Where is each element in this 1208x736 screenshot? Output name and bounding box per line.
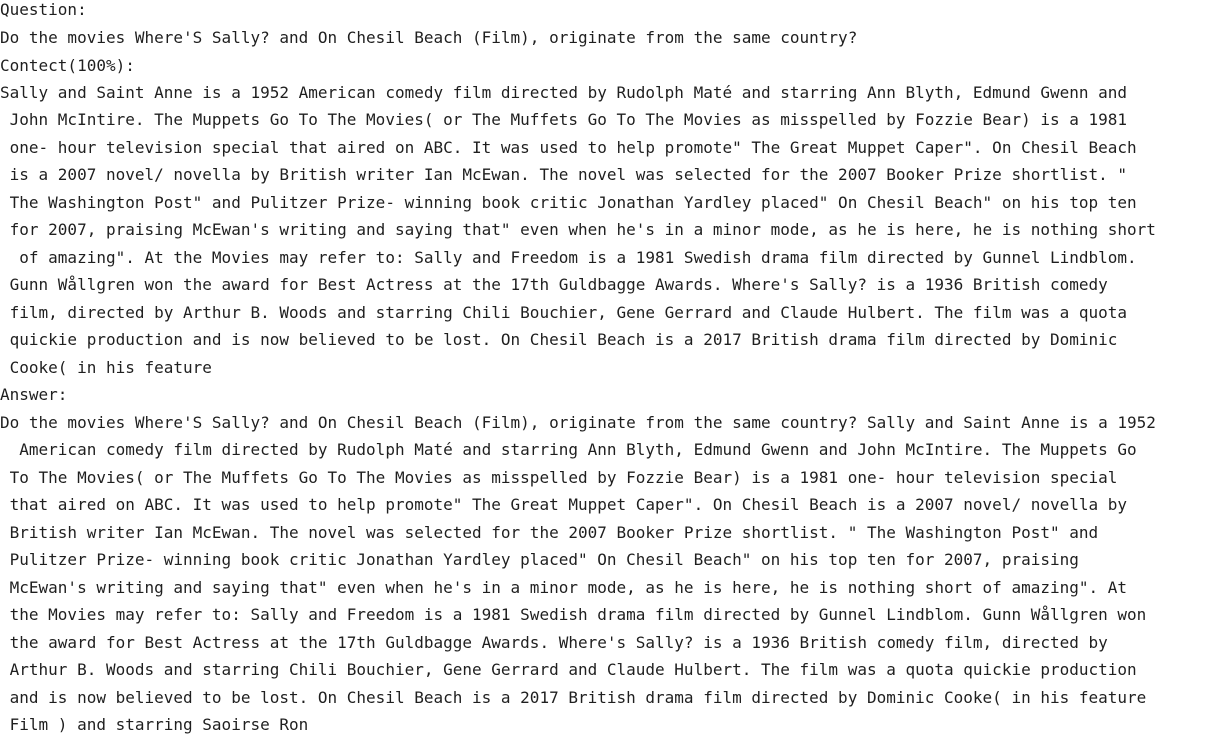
answer-line: Film ) and starring Saoirse Ron	[0, 715, 309, 734]
answer-line: McEwan's writing and saying that" even when he's in a minor mode, as he is here, he is nothing short of amazing". At	[0, 578, 1128, 597]
context-line: John McIntire. The Muppets Go To The Movies( or The Muffets Go To The Movies as misspelled by Fozzie Bear) is a 1981	[0, 110, 1128, 129]
question-label: Question:	[0, 0, 87, 19]
answer-line: the Movies may refer to: Sally and Freedom is a 1981 Swedish drama film directed by Gunnel Lindblom. Gunn Wållgren won	[0, 605, 1147, 624]
context-line: Sally and Saint Anne is a 1952 American comedy film directed by Rudolph Maté and starring Ann Blyth, Edmund Gwenn and	[0, 83, 1128, 102]
context-line: Cooke( in his feature	[0, 358, 212, 377]
context-line: one- hour television special that aired on ABC. It was used to help promote" The Great Muppet Caper". On Chesil Beach	[0, 138, 1137, 157]
context-line: of amazing". At the Movies may refer to: Sally and Freedom is a 1981 Swedish drama film directed by Gunnel Lindblom.	[0, 248, 1137, 267]
context-line: quickie production and is now believed to be lost. On Chesil Beach is a 2017 British drama film directed by Dominic	[0, 330, 1118, 349]
context-line: Gunn Wållgren won the award for Best Actress at the 17th Guldbagge Awards. Where's Sally? is a 1936 British comedy	[0, 275, 1108, 294]
answer-line: Do the movies Where'S Sally? and On Chesil Beach (Film), originate from the same country? Sally and Saint Anne is a 1952	[0, 413, 1156, 432]
context-line: for 2007, praising McEwan's writing and saying that" even when he's in a minor mode, as he is here, he is nothing short	[0, 220, 1156, 239]
answer-line: To The Movies( or The Muffets Go To The Movies as misspelled by Fozzie Bear) is a 1981 one- hour television special	[0, 468, 1118, 487]
context-line: film, directed by Arthur B. Woods and starring Chili Bouchier, Gene Gerrard and Claude Hulbert. The film was a quota	[0, 303, 1128, 322]
answer-line: and is now believed to be lost. On Chesil Beach is a 2017 British drama film directed by Dominic Cooke( in his feature	[0, 688, 1147, 707]
answer-label: Answer:	[0, 385, 68, 404]
answer-line: American comedy film directed by Rudolph Maté and starring Ann Blyth, Edmund Gwenn and John McIntire. The Muppets Go	[0, 440, 1137, 459]
context-line: The Washington Post" and Pulitzer Prize- winning book critic Jonathan Yardley placed" On Chesil Beach" on his top ten	[0, 193, 1137, 212]
question-text: Do the movies Where'S Sally? and On Chesil Beach (Film), originate from the same country?	[0, 28, 858, 47]
answer-line: the award for Best Actress at the 17th Guldbagge Awards. Where's Sally? is a 1936 British comedy film, directed by	[0, 633, 1108, 652]
answer-line: British writer Ian McEwan. The novel was selected for the 2007 Booker Prize shortlist. " The Washington Post" and	[0, 523, 1099, 542]
answer-line: that aired on ABC. It was used to help promote" The Great Muppet Caper". On Chesil Beach is a 2007 novel/ novella by	[0, 495, 1128, 514]
context-line: is a 2007 novel/ novella by British writer Ian McEwan. The novel was selected for the 2007 Booker Prize shortlist. "	[0, 165, 1128, 184]
answer-line: Arthur B. Woods and starring Chili Bouchier, Gene Gerrard and Claude Hulbert. The film was a quota quickie production	[0, 660, 1137, 679]
answer-line: Pulitzer Prize- winning book critic Jonathan Yardley placed" On Chesil Beach" on his top ten for 2007, praising	[0, 550, 1079, 569]
context-label: Contect(100%):	[0, 56, 135, 75]
